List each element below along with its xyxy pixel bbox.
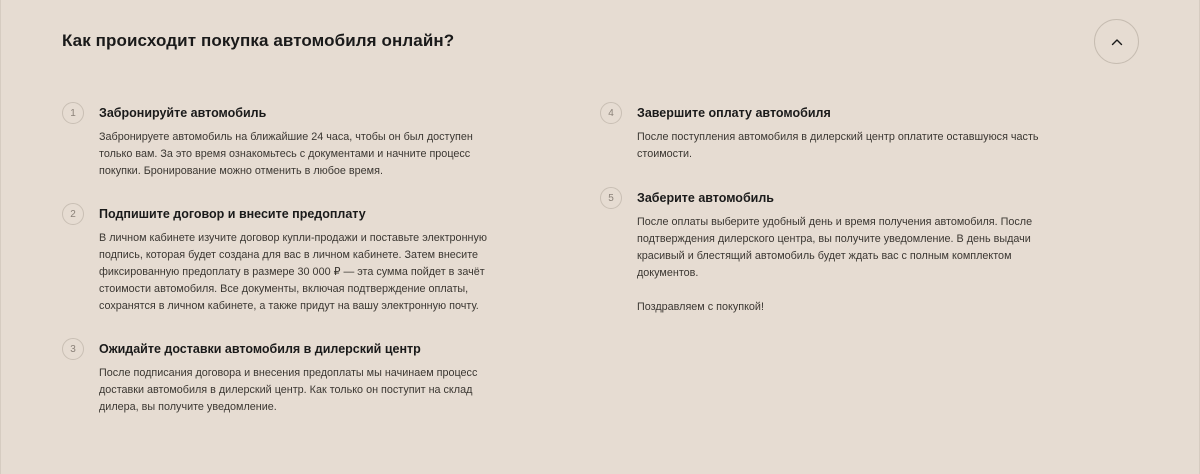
collapse-button[interactable] [1094, 19, 1139, 64]
chevron-up-icon [1111, 38, 1123, 46]
step-number-badge: 3 [62, 338, 84, 360]
step-item [600, 187, 1070, 316]
step-description: После оплаты выберите удобный день и время получения автомобиля. После подтверждения дилерского центра, вы получите уведомление. В день выдачи красивый и блестящий автомобиль будет ждать вас с полным комплектом документов. [637, 216, 1033, 279]
step-number-badge: 5 [600, 187, 622, 209]
step-description: После подписания договора и внесения предоплаты мы начинаем процесс доставки автомобиля в дилерский центр. Как только он поступит на склад дилера, вы получите уведомление. [99, 367, 478, 413]
faq-question-title[interactable]: Как происходит покупка автомобиля онлайн? [62, 31, 455, 50]
step-title: Забронируйте автомобиль [99, 106, 267, 120]
step-description: После поступления автомобиля в дилерский центр оплатите оставшуюся часть стоимости. [637, 131, 1039, 160]
step-description: В личном кабинете изучите договор купли-продажи и поставьте электронную подпись, которая будет создана для вас в личном кабинете. Затем внесите фиксированную предоплату в размере 30 000 ₽ — эта сумма пойдет в зачёт стоимости автомобиля. Все документы, включая подтверждение оплаты, сохранятся в личном кабинете, а также придут на вашу электронную почту. [99, 232, 487, 312]
step-item [62, 102, 532, 180]
step-description: Забронируете автомобиль на ближайшие 24 часа, чтобы он был доступен только вам. За это время ознакомьтесь с документами и начните процесс покупки. Бронирование можно отменить в любое время. [99, 131, 473, 177]
congratulations-text: Поздравляем с покупкой! [637, 301, 764, 313]
steps-right-column [600, 102, 1070, 316]
step-number-badge: 2 [62, 203, 84, 225]
step-number-badge: 4 [600, 102, 622, 124]
step-title: Завершите оплату автомобиля [637, 106, 831, 120]
step-title: Заберите автомобиль [637, 191, 774, 205]
step-title: Ожидайте доставки автомобиля в дилерский центр [99, 342, 421, 356]
step-number-badge: 1 [62, 102, 84, 124]
step-item [600, 102, 1070, 163]
steps-left-column [62, 102, 532, 416]
step-title: Подпишите договор и внесите предоплату [99, 207, 366, 221]
step-item [62, 203, 532, 315]
step-item [62, 338, 532, 416]
